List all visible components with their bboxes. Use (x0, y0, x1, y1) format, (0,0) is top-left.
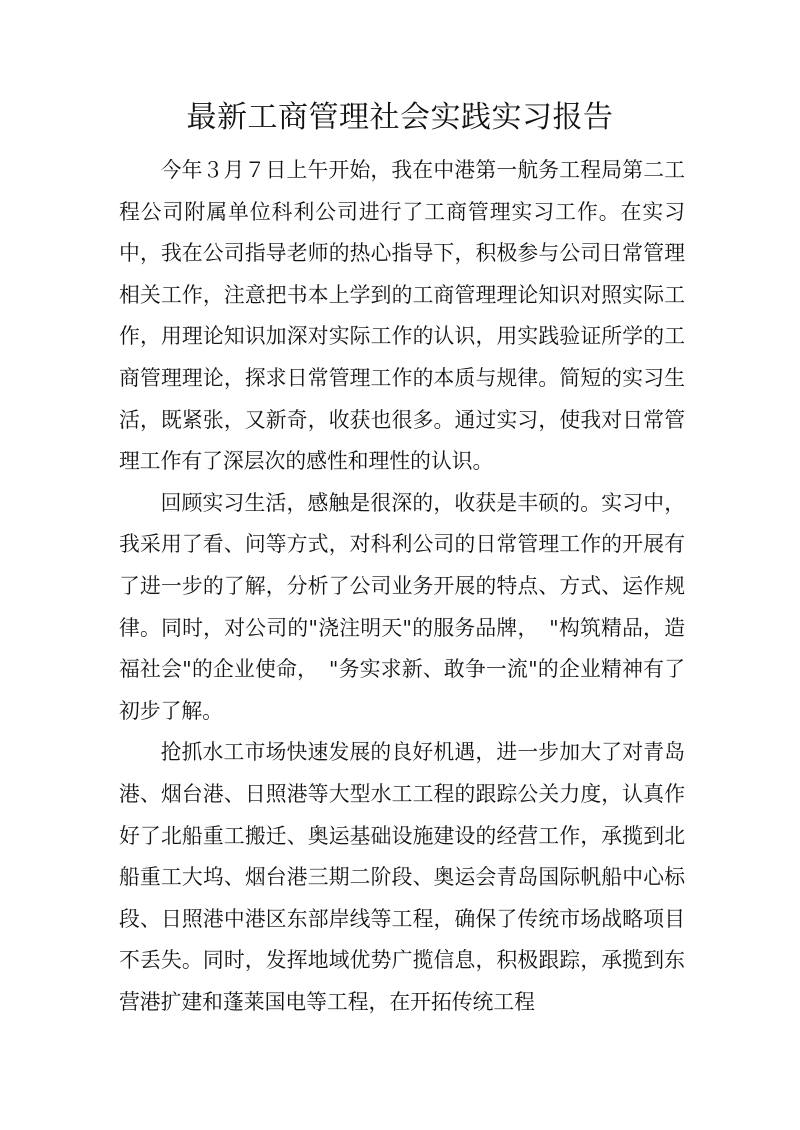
paragraph-2: 回顾实习生活，感触是很深的，收获是丰硕的。实习中，我采用了看、问等方式，对科利公司的日常管理工作的开展有了进一步的了解，分析了公司业务开展的特点、方式、运作规律。同时，对公司的"浇注明天"的服务品牌， "构筑精品，造福社会"的企业使命， "务实求新、敢争一流"的企业精神有了初步了解。 (119, 490, 685, 723)
paragraph-1: 今年３月７日上午开始，我在中港第一航务工程局第二工程公司附属单位科利公司进行了工商管理实习工作。在实习中，我在公司指导老师的热心指导下，积极参与公司日常管理相关工作，注意把书本上学到的工商管理理论知识对照实际工作，用理论知识加深对实际工作的认识，用实践验证所学的工商管理理论，探求日常管理工作的本质与规律。简短的实习生活，既紧张，又新奇，收获也很多。通过实习，使我对日常管理工作有了深层次的感性和理性的认识。 (119, 158, 685, 474)
document-title: 最新工商管理社会实践实习报告 (186, 100, 614, 135)
document-body (119, 150, 685, 1023)
paragraph-3: 抢抓水工市场快速发展的良好机遇，进一步加大了对青岛港、烟台港、日照港等大型水工工程的跟踪公关力度，认真作好了北船重工搬迁、奥运基础设施建设的经营工作，承揽到北船重工大坞、烟台港三期二阶段、奥运会青岛国际帆船中心标段、日照港中港区东部岸线等工程，确保了传统市场战略项目不丢失。同时，发挥地域优势广揽信息，积极跟踪，承揽到东营港扩建和蓬莱国电等工程，在开拓传统工程 (119, 740, 685, 1014)
